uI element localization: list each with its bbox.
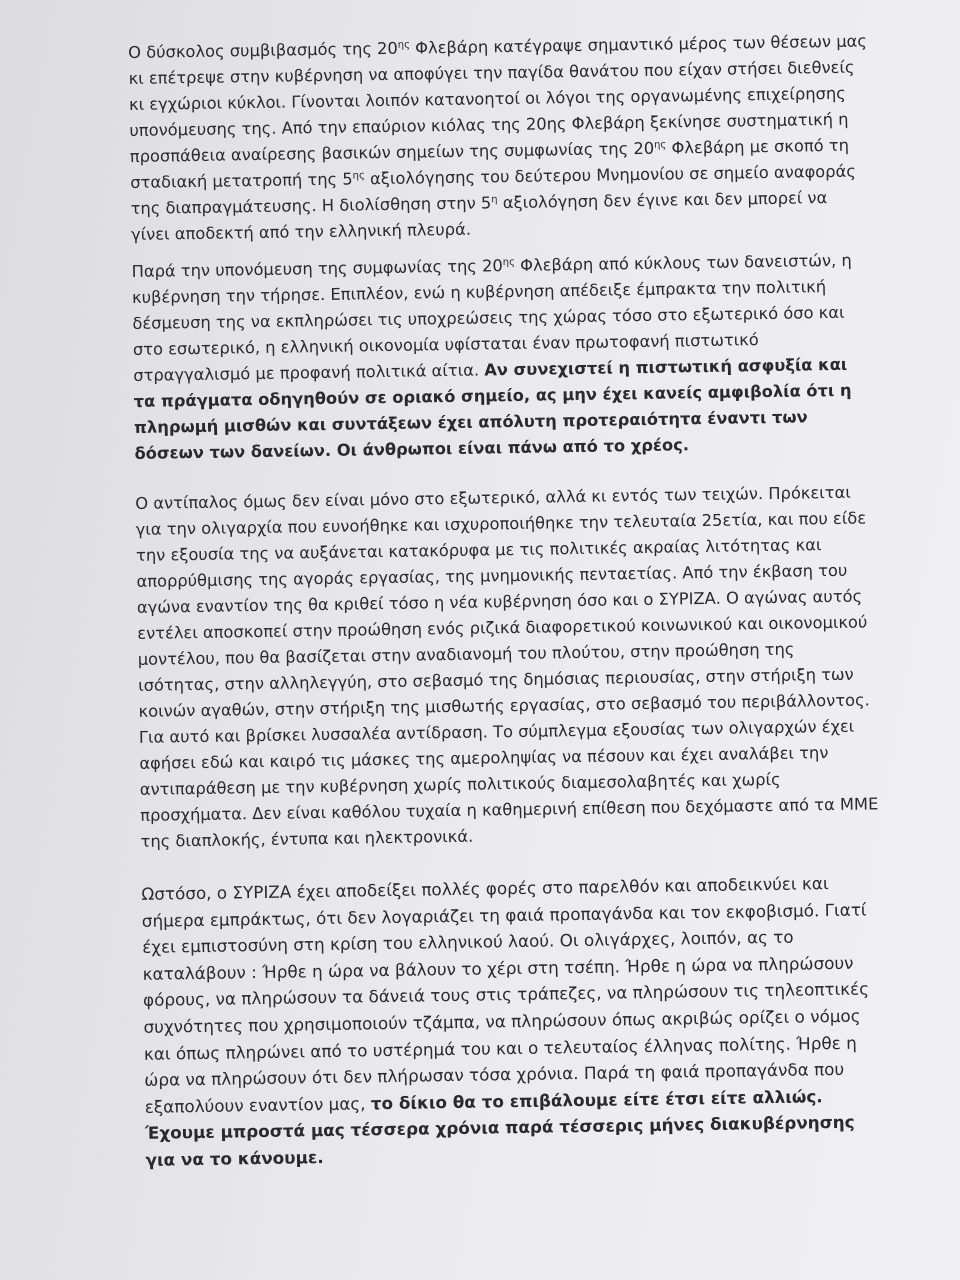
- p1-text-1: Ο δύσκολος συμβιβασμός της 20: [128, 38, 398, 62]
- p1-text-2: Φλεβάρη κατέγραψε σημαντικό μέρος των θέσεων μας κι επέτρεψε στην κυβέρνηση να αποφύγει την παγίδα θανάτου που είχαν στήσει διεθνείς κι εγχώριοι κύκλοι. Γίνονται λοιπόν κατανοητοί οι λόγοι της οργανωμένης επιχείρησης υπονόμευσης της. Από την επαύριον κιόλας της 20ης Φλεβάρη ξεκίνησε συστηματική η προσπάθεια αναίρεσης βασικών σημείων της συμφωνίας της 20: [128, 31, 868, 166]
- paragraph-3: [135, 479, 881, 855]
- p1-text-3: Φλεβάρη με σκοπό τη σταδιακή μετατροπή της 5: [130, 135, 850, 192]
- p1-text-5: αξιολόγηση δεν έγινε και δεν μπορεί να γίνει αποδεκτή από την ελληνική πλευρά.: [130, 188, 828, 244]
- p2-superscript-1: ης: [502, 256, 516, 269]
- p1-superscript-4: η: [491, 194, 498, 206]
- p4-text-1: Ωστόσο, ο ΣΥΡΙΖΑ έχει αποδείξει πολλές φορές στο παρελθόν και αποδεικνύει και σήμερα εμπράκτως, ότι δεν λογαριάζει τη φαιά προπαγάνδα και τον εκφοβισμό. Γιατί έχει εμπιστοσύνη στη κρίση του ελληνικού λαού. Οι ολιγάρχες, λοιπόν, ας το καταλάβουν : Ήρθε η ώρα να βάλουν το χέρι στη τσέπη. Ήρθε η ώρα να πληρώσουν φόρους, να πληρώσουν τα δάνειά τους στις τράπεζες, να πληρώσουν τις τηλεοπτικές συχνότητες που χρησιμοποιούν τζάμπα, να πληρώσουν όπως ακριβώς ορίζει ο νόμος και όπως πληρώνει από το υστέρημά του και ο τελευταίος έλληνας πολίτης. Ήρθε η ώρα να πληρώσουν ότι δεν πλήρωσαν τόσα χρόνια. Παρά τη φαιά προπαγάνδα που εξαπολύουν εναντίον μας,: [141, 873, 870, 1117]
- p1-superscript-2: ης: [653, 139, 667, 151]
- paragraph-2: [131, 247, 874, 467]
- paragraph-4: [141, 869, 886, 1173]
- p2-bold-text: Αν συνεχιστεί η πιστωτική ασφυξία και τα πράγματα οδηγηθούν σε οριακό σημείο, ας μην έχει κανείς αμφιβολία ότι η πληρωμή μισθών και συντάξεων έχει απόλυτη προτεραιότητα έναντι των δόσεων των δανείων. Οι άνθρωποι είναι πάνω από το χρέος.: [133, 354, 852, 463]
- p1-text-4: αξιολόγησης του δεύτερου Μνημονίου σε σημείο αναφοράς της διαπραγμάτευσης. Η διολίσθηση στην 5: [130, 161, 856, 218]
- p1-superscript-3: ης: [352, 170, 365, 182]
- p1-superscript-1: ης: [397, 39, 411, 51]
- p2-text-1: Παρά την υπονόμευση της συμφωνίας της 20: [131, 256, 503, 281]
- p3-text-1: Ο αντίπαλος όμως δεν είναι μόνο στο εξωτερικό, αλλά κι εντός των τειχών. Πρόκειται για την ολιγαρχία που ευνοήθηκε και ισχυροποιήθηκε την τελευταία 25ετία, και που είδε την εξουσία της να αυξάνεται κατακόρυφα με τις πολιτικές ακραίας λιτότητας και απορρύθμισης της αγοράς εργασίας, της μνημονικής πενταετίας. Από την έκβαση του αγώνα εναντίον της θα κριθεί τόσο η νέα κυβέρνηση όσο και ο ΣΥΡΙΖΑ. Ο αγώνας αυτός εντέλει αποσκοπεί στην προώθηση ενός ριζικά διαφορετικού κοινωνικού και οικονομικού μοντέλου, που θα βασίζεται στην αναδιανομή του πλούτου, στην προώθηση της ισότητας, στην αλληλεγγύη, στο σεβασμό της δημόσιας περιουσίας, στην στήριξη των κοινών αγαθών, στην στήριξη της μισθωτής εργασίας, στο σεβασμό του περιβάλλοντος. Για αυτό και βρίσκει λυσσαλέα αντίδραση. Το σύμπλεγμα εξουσίας των ολιγαρχών έχει αφήσει εδώ και καιρό τις μάσκες της αμεροληψίας να πέσουν και έχει αναλάβει την αντιπαράθεση με την κυβέρνηση χωρίς πολιτικούς διαμεσολαβητές και χωρίς προσχήματα. Δεν είναι καθόλου τυχαία η καθημερινή επίθεση που δεχόμαστε από τα ΜΜΕ της διαπλοκής, έντυπα και ηλεκτρονικά.: [135, 482, 879, 851]
- paragraph-1: [128, 28, 871, 248]
- p4-bold-text: το δίκιο θα το επιβάλουμε είτε έτσι είτε αλλιώς. Έχουμε μπροστά μας τέσσερα χρόνια παρά τέσσερις μήνες διακυβέρνησης για να το κάνουμε.: [145, 1085, 855, 1170]
- document-body: [128, 28, 886, 1173]
- p2-text-2: Φλεβάρη από κύκλους των δανειστών, η κυβέρνηση την τήρησε. Επιπλέον, ενώ η κυβέρνηση απέδειξε έμπρακτα την πολιτική δέσμευση της να εκπληρώσει τις υποχρεώσεις της χώρας τόσο στο εξωτερικό όσο και στο εσωτερικό, η ελληνική οικονομία υφίσταται έναν πρωτοφανή πιστωτικό στραγγαλισμό με προφανή πολιτικά αίτια.: [131, 250, 852, 385]
